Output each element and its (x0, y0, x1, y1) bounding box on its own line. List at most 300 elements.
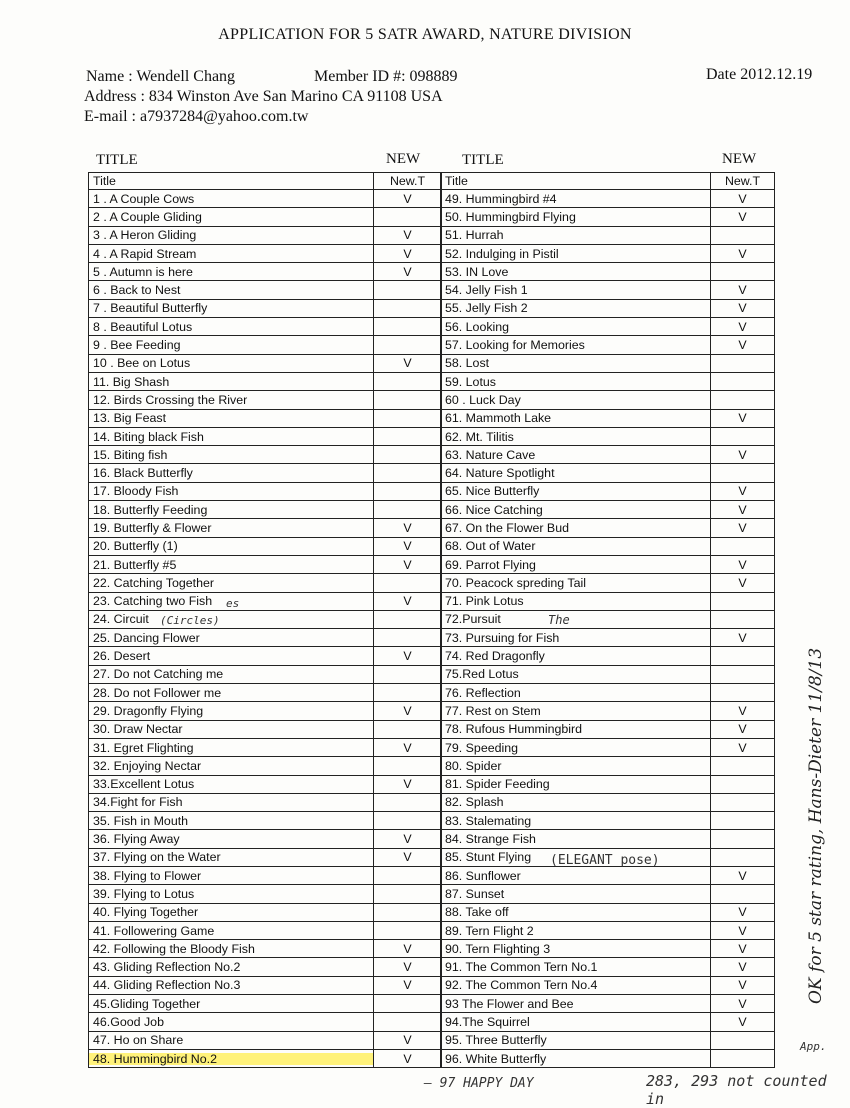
entry-title: 90. Tern Flighting 3 (441, 940, 711, 958)
entry-title: 70. Peacock spreding Tail (441, 574, 711, 592)
entry-title: 28. Do not Follower me (89, 684, 374, 702)
applicant-name: Name : Wendell Chang (86, 68, 236, 85)
entry-title: 25. Dancing Flower (89, 629, 374, 647)
entry-new-mark: V (711, 281, 775, 299)
table-row (89, 409, 442, 427)
entry-new-mark (711, 848, 775, 866)
table-row (89, 263, 442, 281)
entry-title: 50. Hummingbird Flying (441, 208, 711, 226)
title-column-header: Title (89, 173, 374, 190)
right-title-table (440, 172, 775, 1068)
handwritten-bottom-note: – 97 HAPPY DAY (424, 1076, 534, 1091)
entry-new-mark (711, 610, 775, 628)
entry-new-mark: V (711, 208, 775, 226)
entry-new-mark (374, 629, 442, 647)
table-row (89, 190, 442, 208)
table-row (89, 793, 442, 811)
applicant-address: Address : 834 Winston Ave San Marino CA 91108 USA (84, 88, 443, 105)
table-row (89, 555, 442, 573)
table-row (441, 812, 775, 830)
entry-new-mark (374, 921, 442, 939)
table-row (441, 885, 775, 903)
entry-title: 29. Dragonfly Flying (89, 702, 374, 720)
entry-new-mark: V (711, 702, 775, 720)
left-new-heading: NEW (386, 151, 421, 167)
entry-title: 65. Nice Butterfly (441, 482, 711, 500)
entry-new-mark (374, 372, 442, 390)
entry-title: 5 . Autumn is here (89, 263, 374, 281)
entry-title: 56. Looking (441, 318, 711, 336)
entry-title: 17. Bloody Fish (89, 482, 374, 500)
entry-new-mark: V (374, 263, 442, 281)
entry-new-mark (374, 427, 442, 445)
application-date: Date 2012.12.19 (706, 66, 813, 83)
entry-new-mark (711, 1049, 775, 1067)
entry-title: 77. Rest on Stem (441, 702, 711, 720)
entry-title: 2 . A Couple Gliding (89, 208, 374, 226)
entry-title: 57. Looking for Memories (441, 336, 711, 354)
entry-new-mark (711, 775, 775, 793)
table-row (441, 208, 775, 226)
entry-new-mark (374, 757, 442, 775)
table-row (89, 244, 442, 262)
entry-title: 93 The Flower and Bee (441, 995, 711, 1013)
table-row (441, 738, 775, 756)
handwritten-elegant-note: (ELEGANT pose) (550, 853, 660, 868)
entry-title: 26. Desert (89, 647, 374, 665)
entry-new-mark: V (711, 190, 775, 208)
entry-new-mark (374, 391, 442, 409)
table-row (441, 226, 775, 244)
entry-title: 45.Gliding Together (89, 995, 374, 1013)
table-row (89, 976, 442, 994)
entry-new-mark (374, 501, 442, 519)
entry-title: 42. Following the Bloody Fish (89, 940, 374, 958)
entry-title: 27. Do not Catching me (89, 665, 374, 683)
entry-new-mark: V (374, 519, 442, 537)
entry-title: 84. Strange Fish (441, 830, 711, 848)
table-row (441, 757, 775, 775)
entry-title: 89. Tern Flight 2 (441, 921, 711, 939)
table-row (89, 537, 442, 555)
handwritten-es-note: es (226, 597, 240, 610)
entry-new-mark: V (711, 903, 775, 921)
table-row (441, 354, 775, 372)
table-row (441, 830, 775, 848)
entry-title: 41. Followering Game (89, 921, 374, 939)
entry-new-mark (374, 464, 442, 482)
table-row (89, 921, 442, 939)
entry-title: 30. Draw Nectar (89, 720, 374, 738)
entry-new-mark: V (374, 775, 442, 793)
entry-title: 7 . Beautiful Butterfly (89, 299, 374, 317)
right-title-heading: TITLE (462, 152, 504, 168)
entry-title: 9 . Bee Feeding (89, 336, 374, 354)
entry-new-mark: V (711, 1013, 775, 1031)
entry-new-mark: V (711, 995, 775, 1013)
entry-new-mark: V (374, 244, 442, 262)
table-row (441, 555, 775, 573)
table-row (441, 1049, 775, 1067)
table-row (89, 336, 442, 354)
table-row (89, 684, 442, 702)
entry-new-mark: V (711, 720, 775, 738)
table-row (89, 940, 442, 958)
table-row (441, 866, 775, 884)
table-row (89, 1031, 442, 1049)
entry-title: 21. Butterfly #5 (89, 555, 374, 573)
entry-title: 49. Hummingbird #4 (441, 190, 711, 208)
entry-title: 92. The Common Tern No.4 (441, 976, 711, 994)
entry-new-mark: V (711, 958, 775, 976)
table-row (89, 885, 442, 903)
entry-new-mark (374, 281, 442, 299)
table-row (441, 1031, 775, 1049)
entry-new-mark (711, 647, 775, 665)
table-row (89, 720, 442, 738)
entry-title: 75.Red Lotus (441, 665, 711, 683)
entry-new-mark: V (374, 958, 442, 976)
table-row (441, 903, 775, 921)
entry-title: 11. Big Shash (89, 372, 374, 390)
page-title: APPLICATION FOR 5 SATR AWARD, NATURE DIVISION (218, 26, 632, 43)
table-row (441, 940, 775, 958)
table-row (89, 647, 442, 665)
table-row (89, 958, 442, 976)
table-row (441, 775, 775, 793)
table-row (441, 409, 775, 427)
right-new-heading: NEW (722, 151, 757, 167)
entry-title: 60 . Luck Day (441, 391, 711, 409)
entry-new-mark: V (711, 244, 775, 262)
entry-title: 62. Mt. Tilitis (441, 427, 711, 445)
entry-title: 94.The Squirrel (441, 1013, 711, 1031)
entry-title: 22. Catching Together (89, 574, 374, 592)
entry-title: 51. Hurrah (441, 226, 711, 244)
entry-title: 61. Mammoth Lake (441, 409, 711, 427)
table-row (441, 501, 775, 519)
entry-new-mark: V (711, 409, 775, 427)
table-row (441, 610, 775, 628)
entry-new-mark (374, 812, 442, 830)
table-row (89, 702, 442, 720)
entry-new-mark (711, 793, 775, 811)
entry-title: 44. Gliding Reflection No.3 (89, 976, 374, 994)
entry-new-mark: V (374, 1031, 442, 1049)
table-row (89, 610, 442, 628)
entry-new-mark: V (711, 318, 775, 336)
table-row (441, 537, 775, 555)
entry-new-mark: V (374, 848, 442, 866)
table-row (89, 775, 442, 793)
member-id: Member ID #: 098889 (314, 68, 458, 85)
entry-new-mark (711, 885, 775, 903)
entry-new-mark: V (711, 336, 775, 354)
table-row (89, 446, 442, 464)
table-row (89, 226, 442, 244)
entry-title: 39. Flying to Lotus (89, 885, 374, 903)
table-header-row (441, 173, 775, 190)
table-row (89, 592, 442, 610)
entry-new-mark (711, 1031, 775, 1049)
entry-title: 13. Big Feast (89, 409, 374, 427)
entry-title: 76. Reflection (441, 684, 711, 702)
entry-title: 40. Flying Together (89, 903, 374, 921)
entry-new-mark (711, 812, 775, 830)
table-row (441, 665, 775, 683)
handwritten-the-note: The (548, 613, 570, 627)
entry-new-mark: V (374, 1049, 442, 1067)
table-row (441, 263, 775, 281)
handwritten-app-note: App. (800, 1040, 827, 1053)
entry-title: 53. IN Love (441, 263, 711, 281)
table-row (89, 830, 442, 848)
entry-new-mark: V (374, 226, 442, 244)
table-row (441, 647, 775, 665)
entry-new-mark (374, 446, 442, 464)
table-row (89, 482, 442, 500)
entry-new-mark (711, 665, 775, 683)
entry-new-mark: V (711, 574, 775, 592)
table-header-row (89, 173, 442, 190)
entry-title: 35. Fish in Mouth (89, 812, 374, 830)
table-row (441, 427, 775, 445)
entry-title: 64. Nature Spotlight (441, 464, 711, 482)
entry-title: 8 . Beautiful Lotus (89, 318, 374, 336)
table-row (441, 921, 775, 939)
entry-title: 33.Excellent Lotus (89, 775, 374, 793)
table-row (89, 318, 442, 336)
table-row (89, 427, 442, 445)
table-row (441, 574, 775, 592)
entry-title: 83. Stalemating (441, 812, 711, 830)
entry-title: 91. The Common Tern No.1 (441, 958, 711, 976)
entry-new-mark (711, 354, 775, 372)
entry-title: 43. Gliding Reflection No.2 (89, 958, 374, 976)
entry-title: 23. Catching two Fish (89, 592, 374, 610)
table-row (441, 391, 775, 409)
table-row (441, 372, 775, 390)
entry-title: 55. Jelly Fish 2 (441, 299, 711, 317)
new-column-header: New.T (711, 173, 775, 190)
entry-new-mark (374, 995, 442, 1013)
approval-signature-note: OK for 5 star rating, Hans-Dieter 11/8/13 (806, 647, 826, 1004)
table-row (89, 519, 442, 537)
table-row (89, 665, 442, 683)
entry-new-mark (374, 299, 442, 317)
table-row (441, 629, 775, 647)
table-row (89, 738, 442, 756)
entry-new-mark (374, 885, 442, 903)
entry-new-mark: V (374, 738, 442, 756)
entry-new-mark: V (374, 940, 442, 958)
entry-title: 19. Butterfly & Flower (89, 519, 374, 537)
table-row (441, 299, 775, 317)
entry-title: 24. Circuit (89, 610, 374, 628)
entry-new-mark (711, 263, 775, 281)
table-row (441, 318, 775, 336)
entry-title: 87. Sunset (441, 885, 711, 903)
entry-title: 69. Parrot Flying (441, 555, 711, 573)
entry-new-mark: V (711, 940, 775, 958)
entry-title: 31. Egret Flighting (89, 738, 374, 756)
table-row (441, 336, 775, 354)
entry-title: 68. Out of Water (441, 537, 711, 555)
entry-title: 81. Spider Feeding (441, 775, 711, 793)
applicant-email: E-mail : a7937284@yahoo.com.tw (84, 108, 309, 125)
entry-new-mark: V (374, 354, 442, 372)
entry-new-mark (374, 684, 442, 702)
entry-title: 86. Sunflower (441, 866, 711, 884)
entry-new-mark: V (711, 976, 775, 994)
handwritten-circles-note: (Circles) (160, 614, 220, 627)
table-row (89, 629, 442, 647)
entry-title: 52. Indulging in Pistil (441, 244, 711, 262)
table-row (89, 1049, 442, 1067)
table-row (89, 866, 442, 884)
table-row (89, 848, 442, 866)
entry-new-mark (711, 592, 775, 610)
entry-new-mark: V (711, 501, 775, 519)
entry-title: 88. Take off (441, 903, 711, 921)
table-row (89, 391, 442, 409)
table-row (441, 519, 775, 537)
entry-title: 73. Pursuing for Fish (441, 629, 711, 647)
table-row (89, 812, 442, 830)
entry-title: 14. Biting black Fish (89, 427, 374, 445)
entry-title: 16. Black Butterfly (89, 464, 374, 482)
table-row (89, 354, 442, 372)
entry-new-mark (374, 409, 442, 427)
table-row (441, 190, 775, 208)
new-column-header: New.T (374, 173, 442, 190)
entry-new-mark (711, 372, 775, 390)
entry-title: 48. Hummingbird No.2 (89, 1049, 374, 1067)
handwritten-count-note: 283, 293 not counted in (646, 1072, 827, 1108)
entry-new-mark: V (374, 647, 442, 665)
table-row (441, 684, 775, 702)
table-row (89, 1013, 442, 1031)
entry-title: 15. Biting fish (89, 446, 374, 464)
entry-title: 12. Birds Crossing the River (89, 391, 374, 409)
table-row (89, 903, 442, 921)
entry-title: 80. Spider (441, 757, 711, 775)
table-row (441, 244, 775, 262)
entry-title: 34.Fight for Fish (89, 793, 374, 811)
entry-new-mark (374, 720, 442, 738)
entry-new-mark: V (711, 519, 775, 537)
entry-new-mark (374, 318, 442, 336)
left-title-heading: TITLE (96, 152, 138, 168)
entry-title: 71. Pink Lotus (441, 592, 711, 610)
table-row (441, 995, 775, 1013)
entry-title: 36. Flying Away (89, 830, 374, 848)
entry-new-mark (711, 226, 775, 244)
table-row (89, 995, 442, 1013)
table-row (89, 501, 442, 519)
entry-title: 54. Jelly Fish 1 (441, 281, 711, 299)
table-row (441, 1013, 775, 1031)
entry-new-mark: V (711, 482, 775, 500)
left-title-table (88, 172, 442, 1068)
table-row (441, 702, 775, 720)
entry-new-mark (374, 208, 442, 226)
entry-new-mark (374, 482, 442, 500)
entry-new-mark: V (711, 299, 775, 317)
table-row (89, 574, 442, 592)
table-row (441, 720, 775, 738)
entry-new-mark: V (711, 866, 775, 884)
entry-title: 1 . A Couple Cows (89, 190, 374, 208)
entry-new-mark: V (711, 921, 775, 939)
entry-title: 58. Lost (441, 354, 711, 372)
entry-new-mark (711, 830, 775, 848)
entry-title: 38. Flying to Flower (89, 866, 374, 884)
entry-new-mark: V (711, 555, 775, 573)
entry-new-mark: V (374, 592, 442, 610)
entry-new-mark (374, 336, 442, 354)
title-column-header: Title (441, 173, 711, 190)
entry-title: 4 . A Rapid Stream (89, 244, 374, 262)
table-row (441, 281, 775, 299)
entry-title: 78. Rufous Hummingbird (441, 720, 711, 738)
entry-title: 72.Pursuit (441, 610, 711, 628)
entry-new-mark (374, 610, 442, 628)
entry-new-mark: V (374, 537, 442, 555)
entry-new-mark (711, 757, 775, 775)
entry-title: 66. Nice Catching (441, 501, 711, 519)
entry-title: 59. Lotus (441, 372, 711, 390)
entry-new-mark: V (374, 190, 442, 208)
entry-title: 74. Red Dragonfly (441, 647, 711, 665)
entry-title: 79. Speeding (441, 738, 711, 756)
entry-title: 37. Flying on the Water (89, 848, 374, 866)
entry-title: 47. Ho on Share (89, 1031, 374, 1049)
entry-title: 85. Stunt Flying (441, 848, 711, 866)
table-row (441, 958, 775, 976)
table-row (89, 208, 442, 226)
table-row (89, 372, 442, 390)
table-row (89, 464, 442, 482)
entry-new-mark (374, 574, 442, 592)
entry-title: 3 . A Heron Gliding (89, 226, 374, 244)
table-row (441, 482, 775, 500)
entry-new-mark (374, 903, 442, 921)
entry-new-mark: V (374, 976, 442, 994)
entry-new-mark: V (711, 738, 775, 756)
entry-new-mark: V (374, 555, 442, 573)
table-row (441, 793, 775, 811)
entry-new-mark (374, 793, 442, 811)
entry-title: 96. White Butterfly (441, 1049, 711, 1067)
entry-new-mark (711, 464, 775, 482)
entry-title: 46.Good Job (89, 1013, 374, 1031)
table-row (441, 976, 775, 994)
table-row (89, 281, 442, 299)
entry-title: 32. Enjoying Nectar (89, 757, 374, 775)
entry-new-mark: V (711, 446, 775, 464)
entry-new-mark (374, 1013, 442, 1031)
entry-new-mark: V (711, 629, 775, 647)
entry-new-mark (711, 537, 775, 555)
entry-title: 6 . Back to Nest (89, 281, 374, 299)
entry-new-mark: V (374, 830, 442, 848)
entry-new-mark (374, 665, 442, 683)
entry-title: 63. Nature Cave (441, 446, 711, 464)
entry-title: 67. On the Flower Bud (441, 519, 711, 537)
entry-title: 95. Three Butterfly (441, 1031, 711, 1049)
table-row (89, 299, 442, 317)
